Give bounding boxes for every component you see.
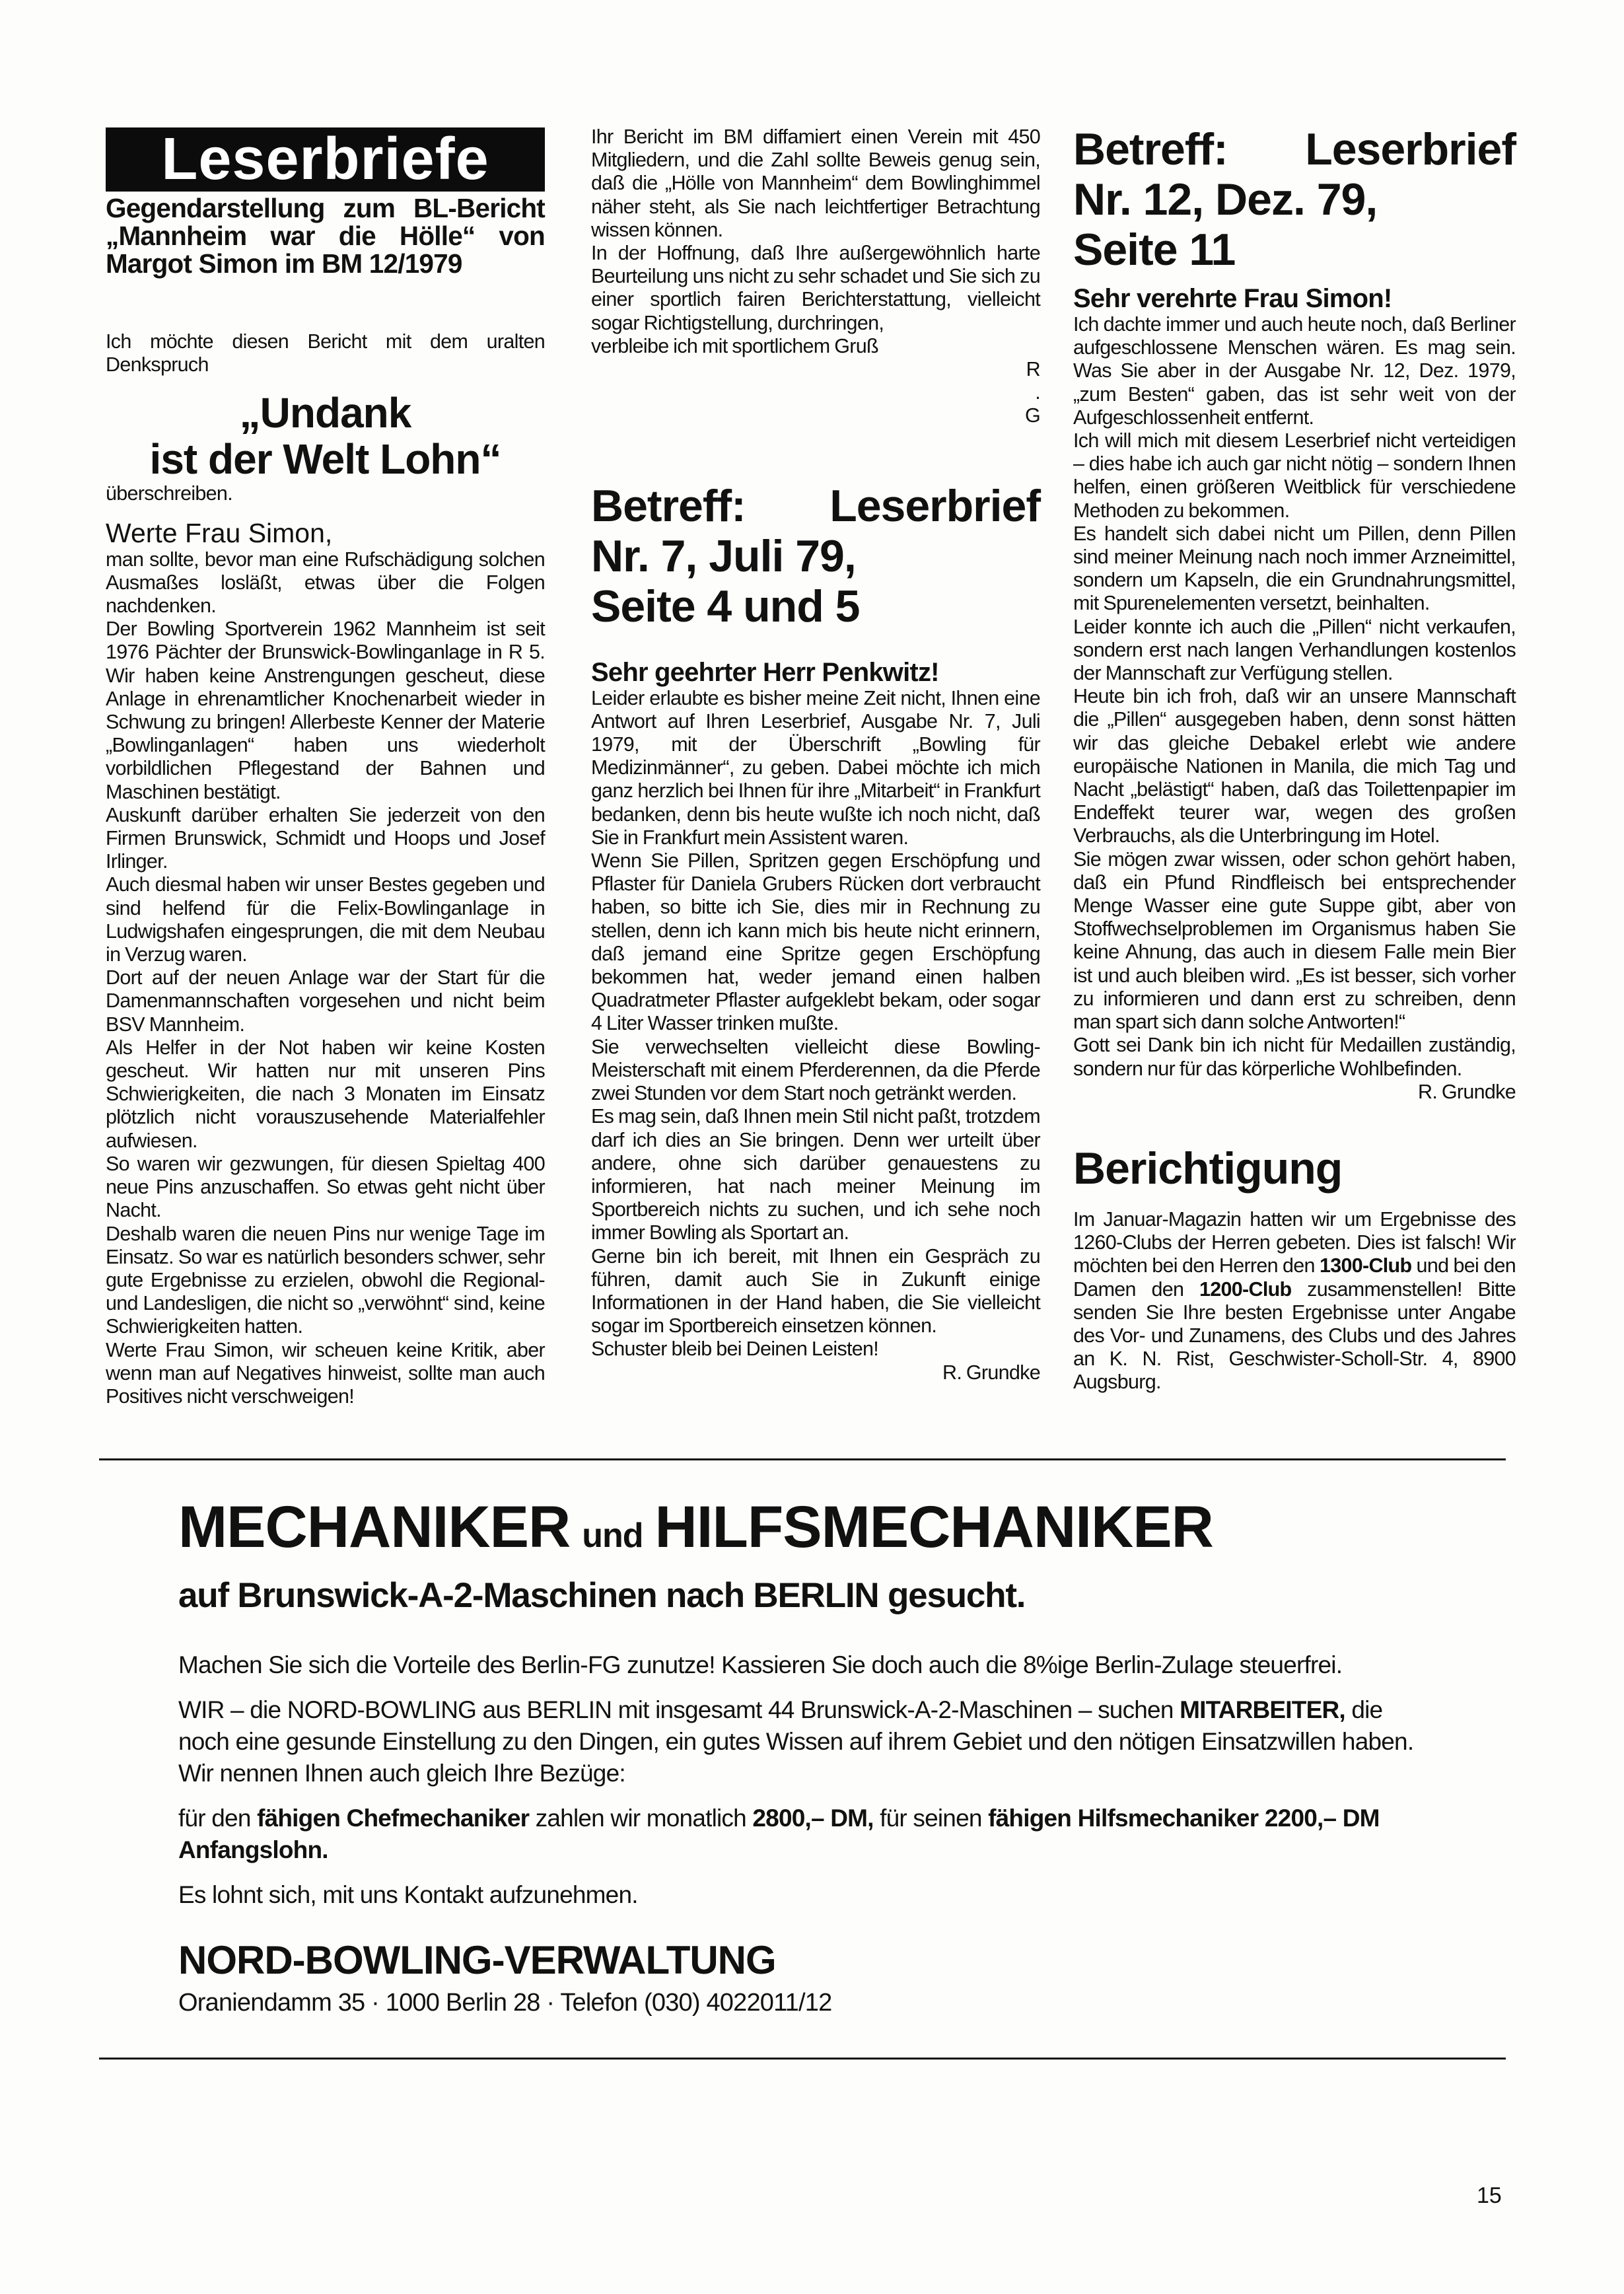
ad-bold: fähigen Chefmechaniker [257, 1805, 530, 1832]
letter-1-after-quote: überschreiben. [106, 482, 232, 505]
paragraph: Leider erlaubte es bisher meine Zeit nicht, Ihnen eine Antwort auf Ihren Leserbrief, Ausgabe Nr. 7, Juli 1979, mit der Überschrift „Bowling für Medizinmänner“, zu geben. Dabei möchte ich mich ganz herzlich bei Ihnen für ihre „Mitarbeit“ in Frankfurt bedanken, denn bis heute wußte ich noch nicht, daß Sie in Frankfurt mein Assistent waren. [591, 686, 1040, 849]
ad-paragraph-3 [178, 1803, 1427, 1866]
paragraph: Schuster bleib bei Deinen Leisten! [591, 1338, 879, 1361]
letter-1-quote-line1: „Undank [239, 389, 411, 437]
ad-text [178, 1803, 1427, 1866]
paragraph: Es mag sein, daß Ihnen mein Stil nicht paßt, trotzdem darf ich dies an Sie bringen. Denn wer urteilt über andere, ohne sich darüber genauestens zu informieren, hat nach meiner Meinung im Sportbereich nichts zu suchen, und ich sehe noch immer Bowling als Sportart an. [591, 1105, 1040, 1244]
letter-1-subhead: Gegendarstellung zum BL-Bericht „Mannheim war die Hölle“ von Margot Simon im BM 12/1979 [106, 193, 545, 279]
correction-bold: 1300-Club [1319, 1254, 1412, 1277]
paragraph: Werte Frau Simon, wir scheuen keine Kritik, aber wenn man auf Negatives hinweist, sollte man auch Positives nicht verschweigen! [106, 1338, 545, 1408]
paragraph: verbleibe ich mit sportlichem Gruß [591, 334, 878, 357]
letter-3-signature: R. Grundke [1418, 1080, 1516, 1103]
paragraph: Wenn Sie Pillen, Spritzen gegen Erschöpfung und Pflaster für Daniela Grubers Rücken dort verbraucht haben, so bitte ich Sie, dies mir in Rechnung zu stellen, denn ich kann mich bis heute nicht erinnern, daß jemand eine Spritze gegen Erschöpfung bekommen hat, weder jemand einen halben Quadratmeter Pflaster aufgeklebt bekam, oder sogar 4 Liter Wasser trinken mußte. [591, 849, 1040, 1035]
signature-line: R [1026, 358, 1040, 381]
correction-text: und bei den Damen den [1073, 1254, 1516, 1301]
ad-paragraph-1 [178, 1649, 1427, 1681]
letter-1-quote-line2: ist der Welt Lohn“ [149, 435, 501, 484]
letter-1 [106, 194, 545, 1408]
letter-1-body [106, 548, 545, 1409]
headline-line: Nr. 7, Juli 79, [591, 530, 856, 581]
paragraph: Ihr Bericht im BM diffamiert einen Verein mit 450 Mitgliedern, und die Zahl sollte Beweis genug sein, daß die „Hölle von Mannheim“ dem Bowlinghimmel näher steht, als Sie nach leichtfertiger Betrachtung wissen können. [591, 125, 1040, 241]
paragraph: Auch diesmal haben wir unser Bestes gegeben und sind helfend für die Felix-Bowlinganlage in Ludwigshafen eingesprungen, die mit dem Neubau in Verzug waren. [106, 873, 545, 966]
column-3 [1073, 124, 1516, 1394]
ad-text-span: für seinen [873, 1805, 989, 1832]
ad-text-span: die noch eine gesunde Einstellung zu den Dingen, ein gutes Wissen auf ihrem Gebiet und den nötigen Einsatzwillen haben. Wir nennen Ihnen auch gleich Ihre Bezüge: [178, 1696, 1414, 1787]
ad-company-name: NORD-BOWLING-VERWALTUNG [178, 1938, 776, 1982]
ad-title-part: MECHANIKER [178, 1493, 571, 1559]
headline-line: Nr. 12, Dez. 79, [1073, 174, 1378, 225]
correction-title: Berichtigung [1073, 1143, 1343, 1194]
paragraph: Deshalb waren die neuen Pins nur wenige Tage im Einsatz. So war es natürlich besonders schwer, sehr gute Ergebnisse zu erzielen, obwohl die Regional- und Landesligen, die nicht so „verwöhnt“ sind, keine Schwierigkeiten hatten. [106, 1222, 545, 1338]
ad-subtitle: auf Brunswick-A-2-Maschinen nach BERLIN gesucht. [178, 1576, 1026, 1615]
ad-text-span: für den [178, 1805, 258, 1832]
advertisement [99, 1458, 1506, 2060]
ad-content [99, 1493, 1427, 2018]
correction-text: zusammenstellen! Bitte senden Sie Ihre besten Ergebnisse unter Angabe des Vor- und Zunamens, des Clubs und des Jahres an K. N. Rist, Geschwister-Scholl-Str. 4, 8900 Augsburg. [1073, 1277, 1516, 1394]
signature-line: G [1024, 404, 1040, 427]
ad-text-span: WIR – die NORD-BOWLING aus BERLIN mit insgesamt 44 Brunswick-A-2-Maschinen – suchen [178, 1696, 1180, 1723]
headline-line: Seite 4 und 5 [591, 581, 860, 631]
ad-paragraph-4 [178, 1879, 1427, 1911]
headline-word: Betreff: [1073, 124, 1228, 174]
correction-text: Im Januar-Magazin hatten wir um Ergebnisse des 1260-Clubs der Herren gebeten. Dies ist falsch! Wir möchten bei den Herren den [1073, 1207, 1516, 1277]
correction-body [1073, 1208, 1516, 1394]
paragraph: Heute bin ich froh, daß wir an unsere Mannschaft die „Pillen“ ausgegeben haben, denn sonst hätten wir das gleiche Debakel erlebt wie andere europäische Nationen in Manila, die mich Tag und Nacht „belästigt“ haben, daß das Toilettenpapier im Endeffekt teurer war, wegen des großen Verbrauchs, als die Unterbringung im Hotel. [1073, 685, 1516, 847]
ad-text [178, 1694, 1427, 1789]
ad-title-and: und [582, 1517, 643, 1555]
paragraph: So waren wir gezwungen, für diesen Spieltag 400 neue Pins anzuschaffen. So etwas geht nicht über Nacht. [106, 1152, 545, 1222]
ad-paragraph-2 [178, 1694, 1427, 1789]
letter-2-body [591, 687, 1040, 1361]
paragraph: In der Hoffnung, daß Ihre außergewöhnlich harte Beurteilung uns nicht zu sehr schadet und Sie sich zu einer sportlich fairen Berichterstattung, vielleicht sogar Richtigstellung, durchringen, [591, 242, 1040, 334]
ad-bold: 2800,– DM, [752, 1805, 874, 1832]
continuation-body [591, 125, 1040, 358]
paragraph: Ich will mich mit diesem Leserbrief nicht verteidigen – dies habe ich auch gar nicht nötig – sondern Ihnen helfen, einen größeren Weitblick für verschiedene Methoden zu bekommen. [1073, 429, 1516, 522]
ad-text-span: zahlen wir monatlich [529, 1805, 753, 1832]
letter-1-intro: Ich möchte diesen Bericht mit dem uralten Denkspruch [106, 330, 545, 376]
headline-line: Seite 11 [1073, 225, 1236, 275]
paragraph: Ich dachte immer und auch heute noch, daß Berliner aufgeschlossene Menschen wären. Es mag sein. Was Sie aber in der Ausgabe Nr. 12, Dez. 1979, „zum Besten“ gaben, das ist sehr weit von der Aufgeschlossenheit entfernt. [1073, 313, 1516, 429]
ad-bold: MITARBEITER, [1180, 1696, 1345, 1723]
letter-3-body [1073, 313, 1516, 1081]
paragraph: Dort auf der neuen Anlage war der Start für die Damenmannschaften vorgesehen und nicht beim BSV Mannheim. [106, 966, 545, 1036]
ad-address: Oraniendamm 35 · 1000 Berlin 28 · Telefon (030) 4022011/12 [178, 1989, 832, 2017]
page-number: 15 [1477, 2183, 1502, 2208]
signature-line: . [1035, 381, 1040, 404]
headline-word: Leserbrief [830, 480, 1040, 531]
paragraph: Gott sei Dank bin ich nicht für Medaillen zuständig, sondern nur für das körperliche Wohlbefinden. [1073, 1034, 1516, 1080]
headline-word: Betreff: [591, 480, 746, 531]
paragraph: Sie mögen zwar wissen, oder schon gehört haben, daß ein Pfund Rindfleisch bei entsprechender Menge Wasser eine gute Suppe gibt, aber von Stoffwechselproblemen im Organismus haben Sie keine Ahnung, das auch in diesem Falle mein Bier ist und auch bleiben wird. „Es ist besser, sich vorher zu informieren und dann erst zu schreiben, denn man spart sich dann solche Antworten!“ [1073, 847, 1516, 1034]
correction-bold: 1200-Club [1199, 1277, 1292, 1301]
section-banner-leserbriefe: Leserbriefe [106, 127, 545, 192]
divider-top [99, 1458, 1506, 1460]
letter-2-headline [591, 481, 1040, 631]
letter-1-continuation [591, 125, 1040, 428]
paragraph: man sollte, bevor man eine Rufschädigung solchen Ausmaßes losläßt, etwas über die Folgen nachdenken. [106, 548, 545, 618]
ad-text: Machen Sie sich die Vorteile des Berlin-FG zunutze! Kassieren Sie doch auch die 8%ige Berlin-Zulage steuerfrei. [178, 1651, 1343, 1678]
ad-title [178, 1493, 1427, 1569]
letter-1-salutation: Werte Frau Simon, [106, 517, 333, 548]
paragraph: Der Bowling Sportverein 1962 Mannheim ist seit 1976 Pächter der Brunswick-Bowlinganlage in R 5. Wir haben keine Anstrengungen gescheut, diese Anlage in ehrenamtlicher Knochenarbeit wieder in Schwung zu bringen! Allerbeste Kenner der Materie „Bowlinganlagen“ haben uns wiederholt vorbildlichen Pflegestand der Bahnen und Maschinen bestätigt. [106, 618, 545, 803]
divider-bottom [99, 2058, 1506, 2060]
paragraph: Leider konnte ich auch die „Pillen“ nicht verkaufen, sondern erst nach langen Verhandlungen kostenlos der Mannschaft zur Verfügung stellen. [1073, 615, 1516, 685]
paragraph: Es handelt sich dabei nicht um Pillen, denn Pillen sind meiner Meinung nach noch immer Arzneimittel, sondern um Kapseln, die ein Grundnahrungsmittel, mit Spurenelementen versetzt, beinhalten. [1073, 522, 1516, 615]
paragraph: Auskunft darüber erhalten Sie jederzeit von den Firmen Brunswick, Schmidt und Hoops und Josef Irlinger. [106, 803, 545, 873]
letter-3-headline [1073, 124, 1516, 275]
paragraph: Als Helfer in der Not haben wir keine Kosten gescheut. Wir hatten nur mit unseren Pins Schwierigkeiten, die nach 3 Monaten im Einsatz plötzlich nicht vorauszusehende Materialfehler aufwiesen. [106, 1036, 545, 1152]
letter-2-salutation: Sehr geehrter Herr Penkwitz! [591, 657, 939, 687]
headline-word: Leserbrief [1305, 124, 1516, 174]
column-1 [106, 127, 545, 1408]
ad-text: Es lohnt sich, mit uns Kontakt aufzunehmen. [178, 1881, 638, 1908]
letter-2 [591, 481, 1040, 1384]
ad-bold: fähigen Hilfsmechaniker 2200,– DM Anfangslohn. [178, 1805, 1380, 1863]
paragraph: Sie verwechselten vielleicht diese Bowling-Meisterschaft mit einem Pferderennen, da die Pferde zwei Stunden vor dem Start noch getränkt werden. [591, 1035, 1040, 1105]
paragraph: Gerne bin ich bereit, mit Ihnen ein Gespräch zu führen, damit auch Sie in Zukunft einige Informationen in der Hand haben, die Sie vielleicht sogar im Sportbereich einsetzen können. [591, 1244, 1040, 1338]
letter-2-signature: R. Grundke [942, 1361, 1040, 1384]
letter-3 [1073, 124, 1516, 1104]
correction-notice [1073, 1143, 1516, 1394]
ad-title-part: HILFSMECHANIKER [654, 1493, 1213, 1559]
column-2 [591, 125, 1040, 1384]
letter-1-signature [591, 358, 1040, 428]
letter-3-salutation: Sehr verehrte Frau Simon! [1073, 284, 1392, 313]
